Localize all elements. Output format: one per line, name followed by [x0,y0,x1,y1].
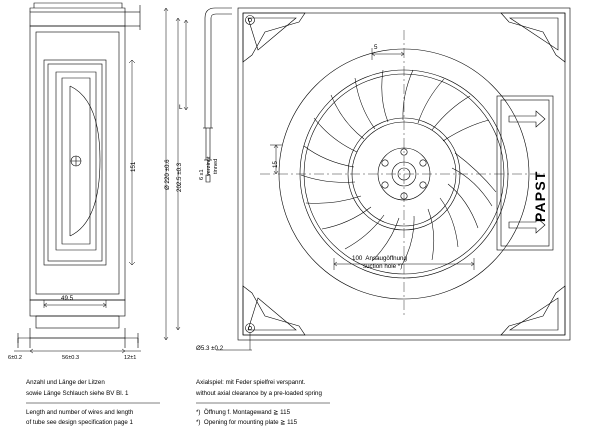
note-left-de-line1: Anzahl und Länge der Litzen [26,379,105,386]
dim-label-L: L [179,104,183,111]
dim-label-mounting-hole: Ø5.3 ±0.2 [196,345,224,352]
note-right-en-line1: without axial clearance by a pre-loaded spring [196,390,322,397]
note-left-en-line1: Length and number of wires and length [26,409,134,416]
dim-label-5: 5 [374,44,378,51]
dim-56 [30,349,125,353]
note-left-de-line2: sowie Länge Schlauch siehe BV Bl. 1 [26,390,129,397]
note-right-star-de: *) Öffnung f. Montagewand ≧ 115 [196,409,291,416]
papst-brand-label: PAPST [532,170,548,222]
label-verzinnt: verzinnt [206,156,212,176]
note-right-de-line1: Axialspiel: mit Feder spielfrei verspannt. [196,379,306,386]
dim-label-220: Ø 220 ±0.6 [164,159,171,190]
dim-label-56: 56±0.3 [62,355,80,361]
dim-49-5 [44,300,106,308]
dim-label-202-5: 202.5 ±0.3 [176,162,183,192]
front-housing-view [216,8,570,350]
dim-label-15: 15 [272,161,279,168]
label-tinned: tinned [213,158,219,174]
dim-label-151: 151 [130,161,137,172]
dim-label-49-5: 49.5 [61,295,74,302]
note-left-en-line2: of tube see design specification page 1 [26,419,133,426]
dim-label-6: 6±0.2 [8,355,22,361]
dim-label-6x1: 6 x1 [199,169,205,180]
note-right-star-en: *) Opening for mounting plate ≧ 115 [196,419,298,426]
dim-label-12: 12±1 [124,355,137,361]
dim-label-suction-hole-de: 100 Ansaugöffnung [352,255,407,262]
left-side-view [18,3,140,348]
dim-label-suction-hole-en: suction hole *) [363,263,403,270]
